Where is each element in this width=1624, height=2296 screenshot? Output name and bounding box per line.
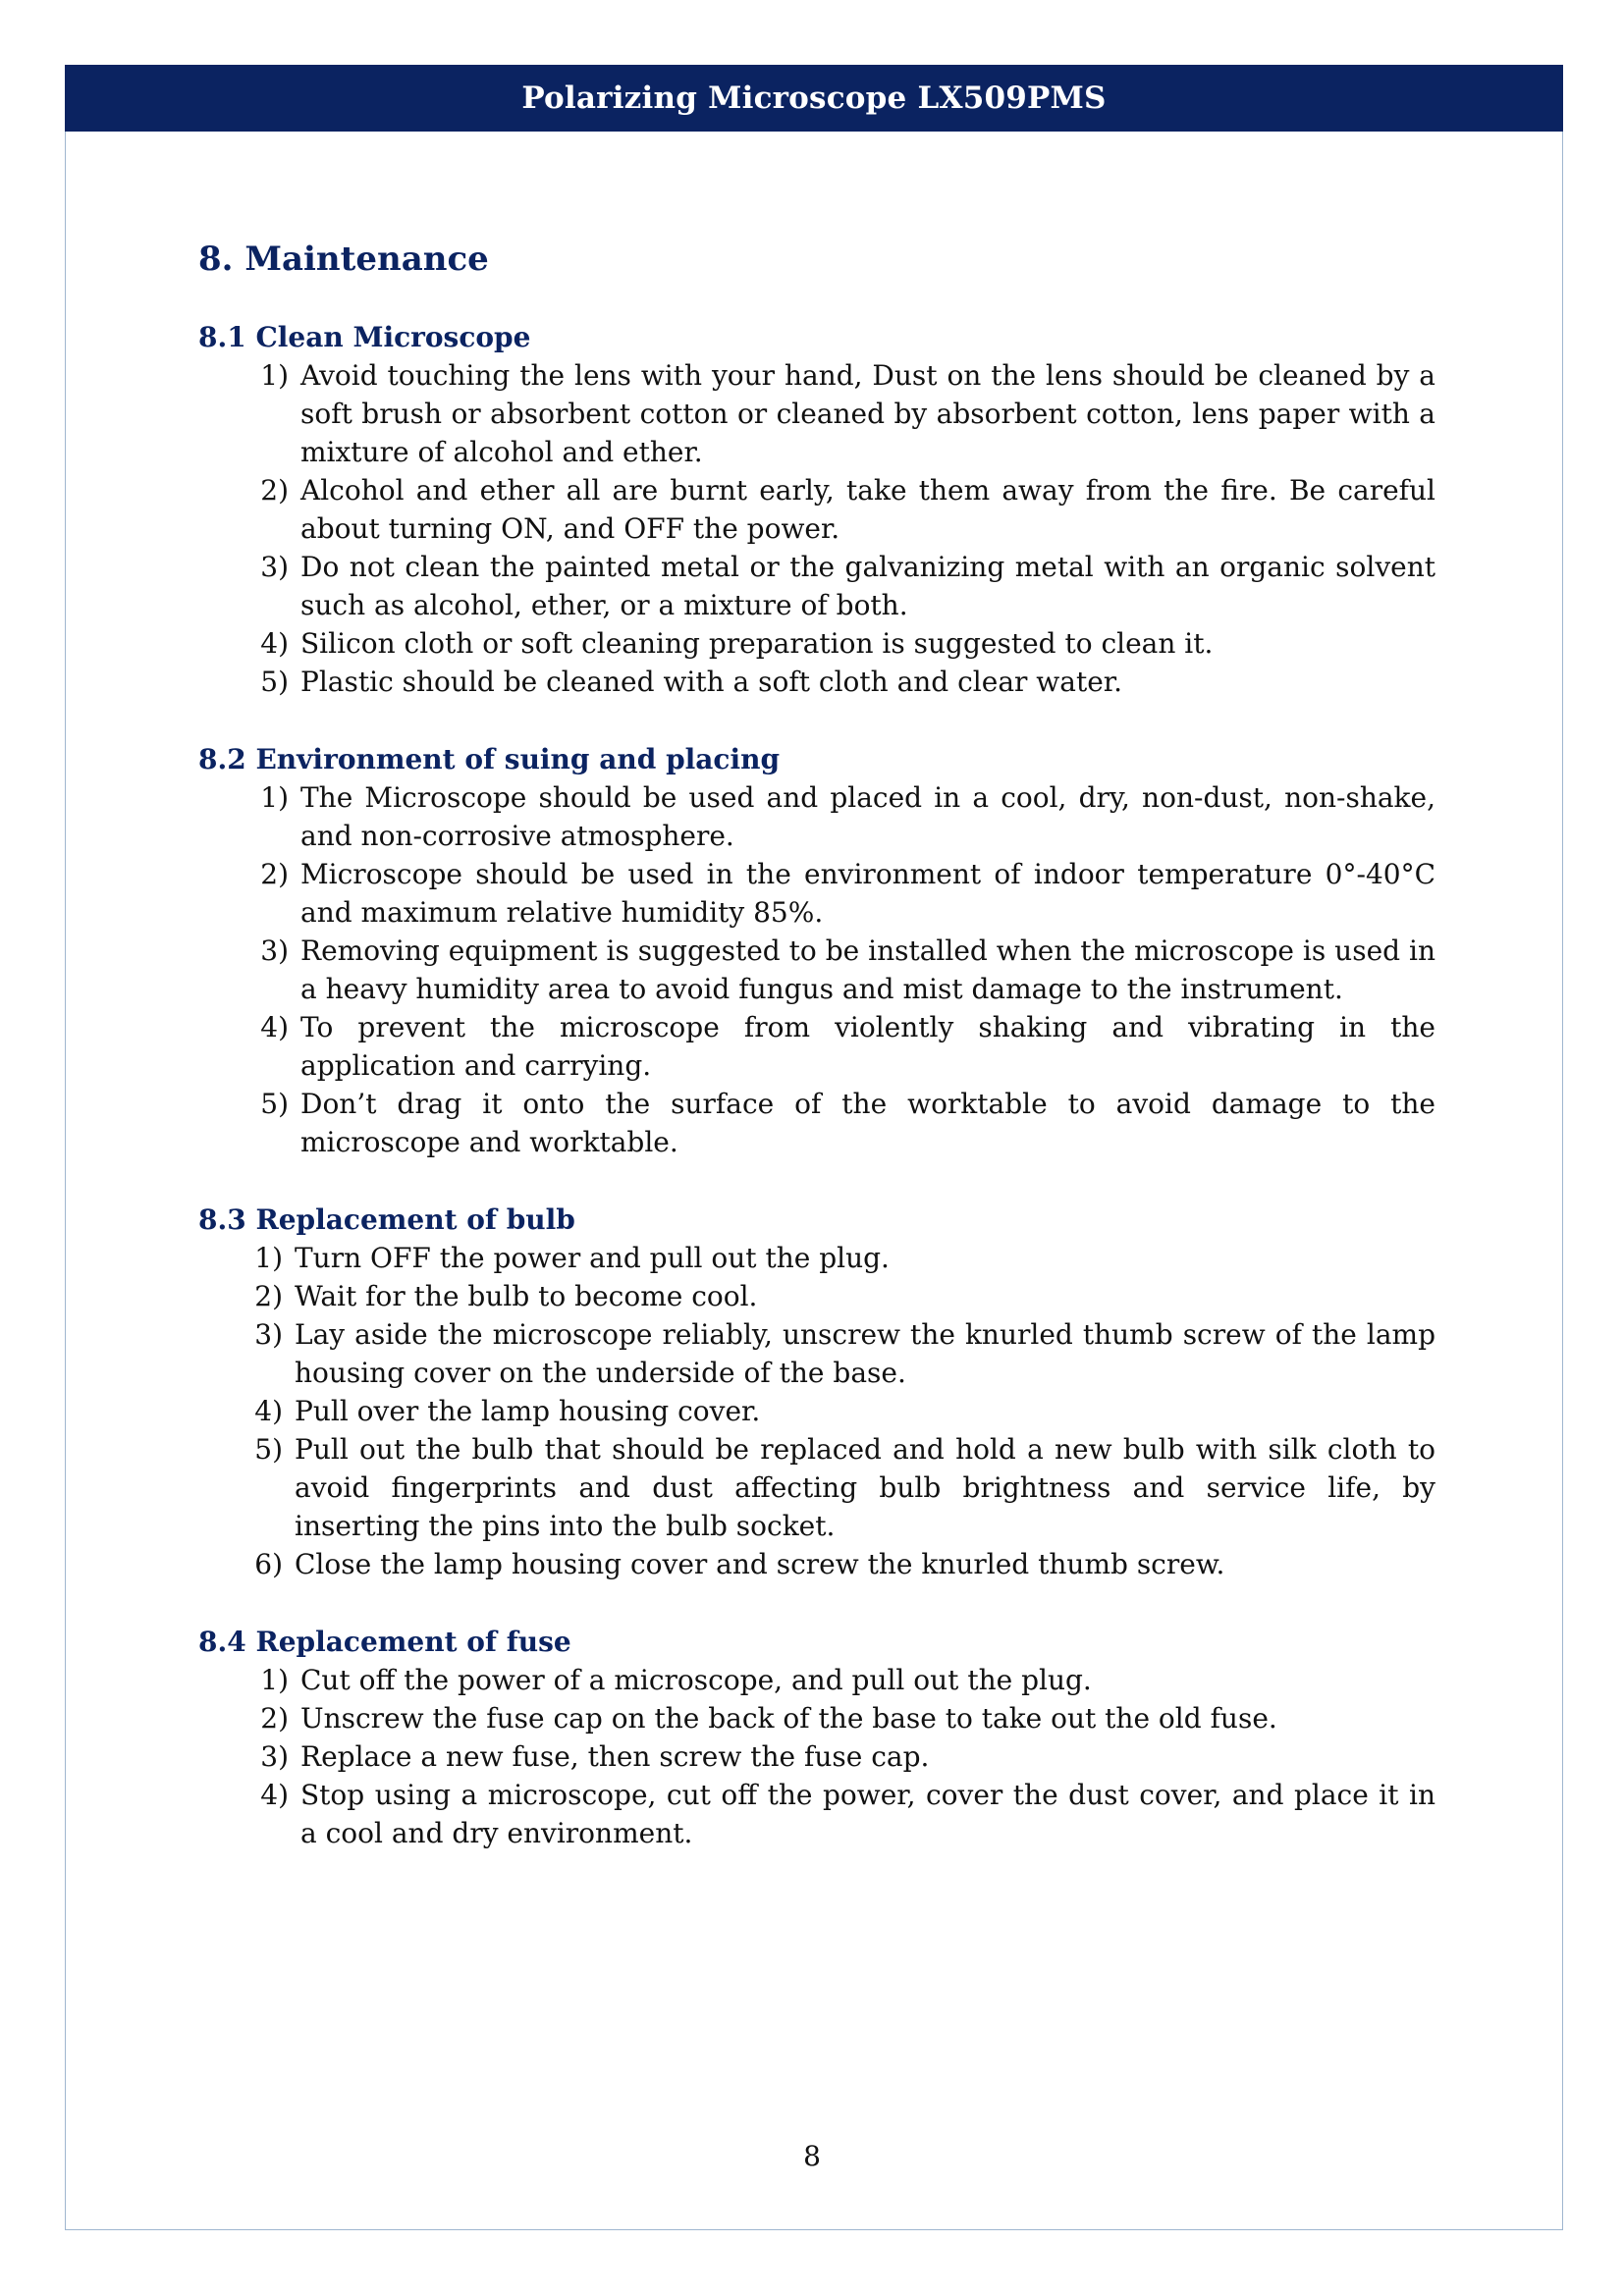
item-text: Close the lamp housing cover and screw the knurled thumb screw. xyxy=(295,1548,1225,1580)
item-text: Lay aside the microscope reliably, unscrew the knurled thumb screw of the lamp housing cover on the underside of the base. xyxy=(295,1318,1435,1389)
item-text: Avoid touching the lens with your hand, Dust on the lens should be cleaned by a soft brush or absorbent cotton or cleaned by absorbent cotton, lens paper with a mixture of alcohol and ether. xyxy=(300,359,1435,468)
item-list xyxy=(198,1239,1435,1583)
item-text: Cut off the power of a microscope, and pull out the plug. xyxy=(300,1664,1092,1696)
item-number: 3) xyxy=(260,551,289,583)
item-text: Silicon cloth or soft cleaning preparation is suggested to clean it. xyxy=(300,627,1214,660)
section-replacement-of-bulb xyxy=(198,1201,1435,1583)
item-text: Plastic should be cleaned with a soft cloth and clear water. xyxy=(300,666,1122,698)
item-number: 4) xyxy=(260,1011,289,1043)
item-list xyxy=(198,778,1435,1161)
item-number: 4) xyxy=(260,627,289,660)
list-item xyxy=(198,624,1435,663)
chapter-title: 8. Maintenance xyxy=(198,240,489,279)
list-item xyxy=(198,932,1435,1008)
header-bar xyxy=(65,65,1563,132)
list-item xyxy=(198,1008,1435,1085)
item-text: Do not clean the painted metal or the galvanizing metal with an organic solvent such as alcohol, ether, or a mixture of both. xyxy=(300,551,1435,621)
item-text: Wait for the bulb to become cool. xyxy=(295,1280,758,1312)
item-text: Replace a new fuse, then screw the fuse cap. xyxy=(300,1740,930,1773)
item-number: 3) xyxy=(260,934,289,967)
list-item xyxy=(198,1699,1435,1737)
item-number: 5) xyxy=(254,1433,283,1466)
list-item xyxy=(198,471,1435,548)
section-title: 8.4 Replacement of fuse xyxy=(198,1626,571,1658)
item-number: 2) xyxy=(260,858,289,890)
document-title: Polarizing Microscope LX509PMS xyxy=(521,80,1107,116)
item-text: To prevent the microscope from violently shaking and vibrating in the application and carrying. xyxy=(300,1011,1435,1082)
item-text: Stop using a microscope, cut off the power, cover the dust cover, and place it in a cool and dry environment. xyxy=(300,1779,1435,1849)
section-replacement-of-fuse xyxy=(198,1623,1435,1852)
item-number: 2) xyxy=(260,474,289,507)
section-title: 8.1 Clean Microscope xyxy=(198,321,531,353)
item-number: 1) xyxy=(260,781,289,814)
item-text: Don’t drag it onto the surface of the worktable to avoid damage to the microscope and worktable. xyxy=(300,1088,1435,1158)
item-text: Unscrew the fuse cap on the back of the base to take out the old fuse. xyxy=(300,1702,1277,1735)
item-number: 6) xyxy=(254,1548,283,1580)
item-text: Turn OFF the power and pull out the plug. xyxy=(295,1242,890,1274)
item-text: Removing equipment is suggested to be installed when the microscope is used in a heavy humidity area to avoid fungus and mist damage to the instrument. xyxy=(300,934,1435,1005)
item-text: Pull over the lamp housing cover. xyxy=(295,1395,761,1427)
list-item xyxy=(198,1545,1435,1583)
list-item xyxy=(198,1392,1435,1430)
item-number: 4) xyxy=(254,1395,283,1427)
item-number: 4) xyxy=(260,1779,289,1811)
list-item xyxy=(198,1315,1435,1392)
item-number: 2) xyxy=(254,1280,283,1312)
item-text: Microscope should be used in the environment of indoor temperature 0°-40°C and maximum relative humidity 85%. xyxy=(300,858,1435,929)
list-item xyxy=(198,1085,1435,1161)
list-item xyxy=(198,1776,1435,1852)
list-item xyxy=(198,1430,1435,1545)
section-title: 8.3 Replacement of bulb xyxy=(198,1203,575,1236)
item-text: The Microscope should be used and placed in a cool, dry, non-dust, non-shake, and non-corrosive atmosphere. xyxy=(300,781,1435,852)
section-clean-microscope xyxy=(198,318,1435,701)
list-item xyxy=(198,1239,1435,1277)
item-list xyxy=(198,356,1435,701)
page-number: 8 xyxy=(803,2140,821,2172)
item-number: 5) xyxy=(260,666,289,698)
list-item xyxy=(198,356,1435,471)
item-list xyxy=(198,1661,1435,1852)
item-number: 3) xyxy=(260,1740,289,1773)
item-number: 2) xyxy=(260,1702,289,1735)
item-number: 5) xyxy=(260,1088,289,1120)
item-number: 1) xyxy=(260,1664,289,1696)
list-item xyxy=(198,1277,1435,1315)
section-title: 8.2 Environment of suing and placing xyxy=(198,743,781,775)
item-text: Alcohol and ether all are burnt early, take them away from the fire. Be careful about turning ON, and OFF the power. xyxy=(300,474,1435,545)
list-item xyxy=(198,1661,1435,1699)
item-text: Pull out the bulb that should be replaced and hold a new bulb with silk cloth to avoid fingerprints and dust affecting bulb brightness and service life, by inserting the pins into the bulb socket. xyxy=(295,1433,1435,1542)
list-item xyxy=(198,778,1435,855)
page-content xyxy=(198,228,1435,1892)
item-number: 1) xyxy=(260,359,289,392)
section-environment xyxy=(198,740,1435,1161)
list-item xyxy=(198,663,1435,701)
list-item xyxy=(198,548,1435,624)
list-item xyxy=(198,1737,1435,1776)
list-item xyxy=(198,855,1435,932)
item-number: 1) xyxy=(254,1242,283,1274)
item-number: 3) xyxy=(254,1318,283,1351)
